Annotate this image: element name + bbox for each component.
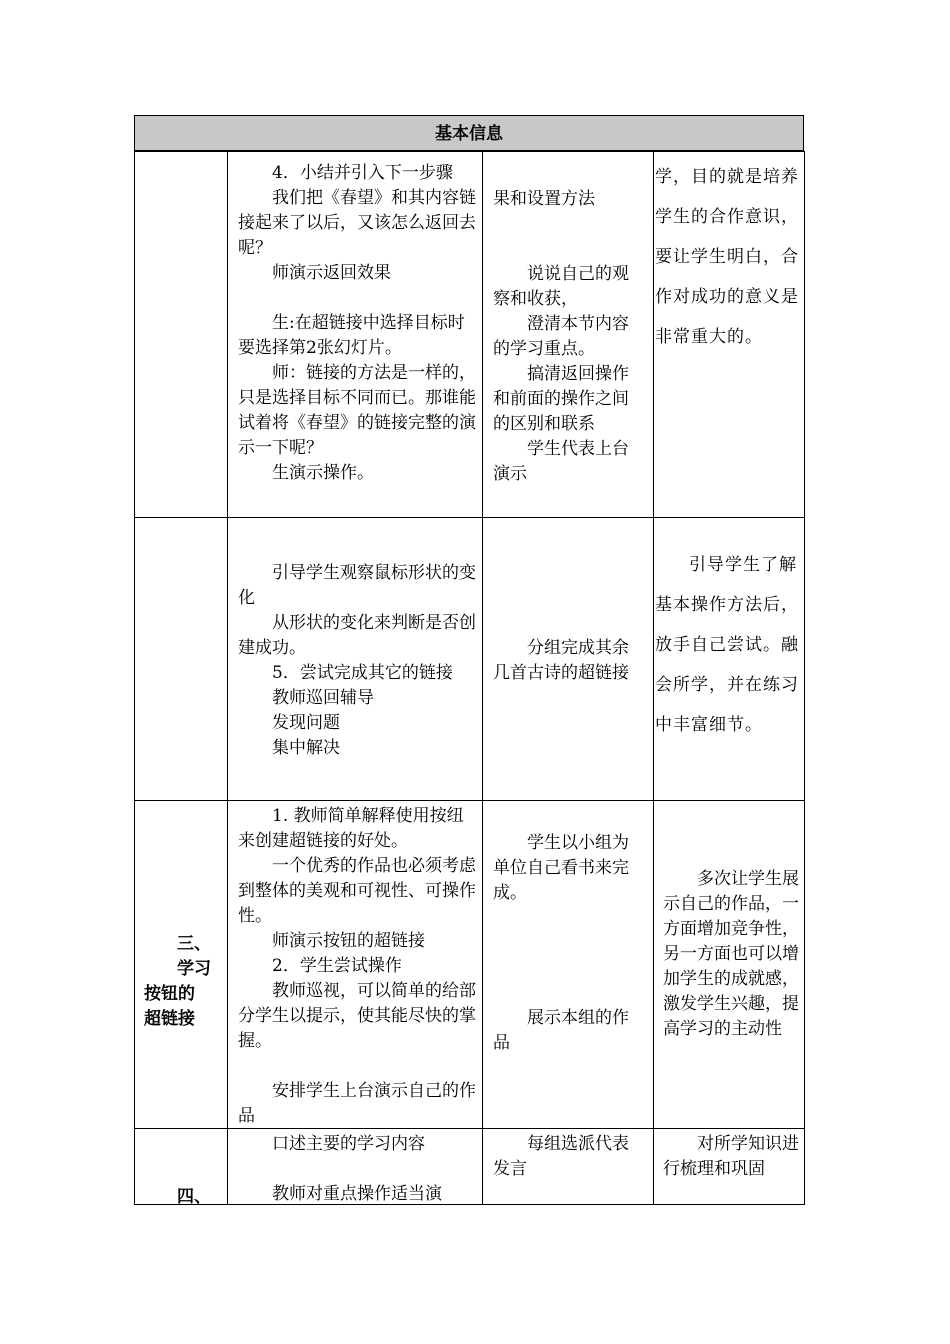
text-line: 展示本组的作品: [493, 1008, 629, 1053]
text-line: 我们把《春望》和其内容链接起来了以后，又该怎么返回去呢？: [238, 188, 476, 258]
column-divider: [804, 151, 805, 1205]
column-divider: [482, 151, 483, 1205]
row4-teacher-activity: [238, 1132, 478, 1207]
label-line: 按钮的: [144, 984, 195, 1004]
text-line: 多次让学生展示自己的作品，一方面增加竞争性，另一方面也可以增加学生的成就感，激发学生兴趣，提高学习的主动性: [663, 869, 799, 1039]
column-divider: [653, 151, 654, 1205]
column-divider: [134, 151, 135, 1205]
text-line: 2．学生尝试操作: [272, 956, 402, 976]
text-line: 生:在超链接中选择目标时要选择第2张幻灯片。: [238, 313, 465, 358]
label-line: 超链接: [144, 1009, 195, 1029]
row3-teacher-activity: [238, 804, 478, 1129]
text-line: 引导学生了解基本操作方法后，放手自己尝试。融会所学，并在练习中丰富细节。: [655, 555, 799, 735]
row3-student-activity: [493, 831, 645, 1056]
text-line: 师演示按钮的超链接: [272, 931, 425, 951]
text-line: 引导学生观察鼠标形状的变化: [238, 563, 476, 608]
text-line: [493, 906, 645, 1006]
row1-design-intent: [655, 157, 801, 357]
table-header: 基本信息: [134, 115, 804, 151]
label-line: 四、: [177, 1187, 211, 1207]
text-line: [238, 1157, 478, 1182]
text-line: 果和设置方法: [493, 189, 595, 209]
text-line: [238, 286, 478, 311]
text-line: 学，目的就是培养学生的合作意识，要让学生明白，合作对成功的意义是非常重大的。: [655, 167, 799, 347]
text-line: 教师巡视，可以简单的给部分学生以提示，使其能尽快的掌握。: [238, 981, 476, 1051]
text-line: 师：链接的方法是一样的，只是选择目标不同而已。那谁能试着将《春望》的链接完整的演示一下呢？: [238, 363, 476, 458]
text-line: 4．小结并引入下一步骤: [272, 163, 453, 183]
text-line: 对所学知识进行梳理和巩固: [663, 1134, 799, 1179]
row2-student-activity: [493, 636, 645, 686]
text-line: 教师对重点操作适当演: [272, 1184, 442, 1204]
row2-design-intent: [655, 545, 801, 745]
text-line: 一个优秀的作品也必须考虑到整体的美观和可视性、可操作性。: [238, 856, 476, 926]
text-line: 每组选派代表发言: [493, 1134, 629, 1179]
text-line: 集中解决: [272, 738, 340, 758]
text-line: 教师巡回辅导: [272, 688, 374, 708]
row1-teacher-activity: [238, 161, 478, 486]
row2-teacher-activity: [238, 561, 478, 761]
row-divider: [134, 800, 805, 801]
text-line: 5．尝试完成其它的链接: [272, 663, 453, 683]
text-line: 说说自己的观察和收获，: [493, 264, 629, 309]
text-line: 学生以小组为单位自己看书来完成。: [493, 833, 629, 903]
label-line: 三、: [177, 934, 211, 954]
row-divider: [134, 151, 805, 152]
text-line: 从形状的变化来判断是否创建成功。: [238, 613, 476, 658]
text-line: 1. 教师简单解释使用按纽来创建超链接的好处。: [238, 806, 464, 851]
text-line: 发现问题: [272, 713, 340, 733]
column-divider: [227, 151, 228, 1205]
row3-design-intent: [663, 867, 800, 1042]
text-line: [493, 212, 645, 262]
row3-stage-label: [144, 932, 224, 1032]
row1-student-activity: [493, 187, 645, 487]
text-line: [238, 1054, 478, 1079]
lesson-plan-table: [134, 115, 805, 1205]
text-line: 师演示返回效果: [272, 263, 391, 283]
text-line: 安排学生上台演示自己的作品: [238, 1081, 476, 1126]
text-line: 学生代表上台演示: [493, 439, 629, 484]
text-line: 澄清本节内容的学习重点。: [493, 314, 629, 359]
row4-student-activity: [493, 1132, 645, 1182]
row4-design-intent: [663, 1132, 800, 1182]
row4-stage-label: [144, 1185, 224, 1210]
text-line: 生演示操作。: [272, 463, 374, 483]
text-line: 搞清返回操作和前面的操作之间的区别和联系: [493, 364, 629, 434]
label-line: 学习: [177, 959, 211, 979]
text-line: 口述主要的学习内容: [272, 1134, 425, 1154]
row-divider: [134, 517, 805, 518]
text-line: 分组完成其余几首古诗的超链接: [493, 638, 629, 683]
